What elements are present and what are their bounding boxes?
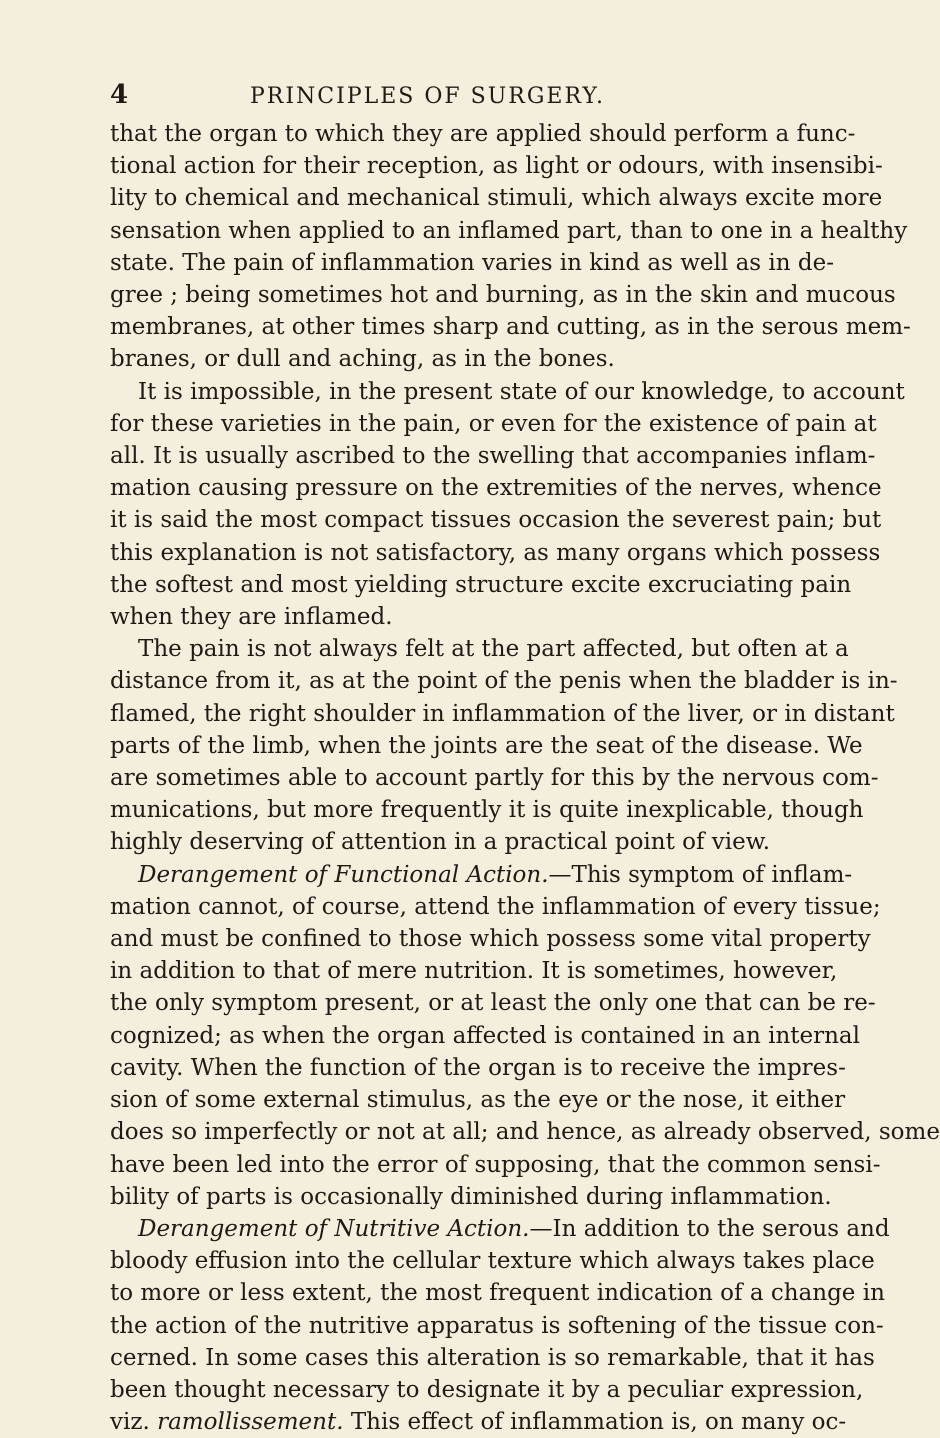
line-text: cavity. When the function of the organ is to receive the impres- — [110, 1054, 846, 1081]
text-line — [110, 1116, 940, 1148]
text-line — [110, 698, 895, 730]
text-line — [110, 762, 879, 794]
line-text: The pain is not always felt at the part affected, but often at a — [138, 636, 849, 663]
line-text: are sometimes able to account partly for this by the nervous com- — [110, 765, 879, 792]
text-line — [110, 1245, 875, 1277]
line-text: have been led into the error of supposing, that the common sensi- — [110, 1151, 881, 1178]
text-line — [110, 923, 871, 955]
text-line — [110, 247, 834, 279]
text-line — [110, 955, 838, 987]
text-line — [110, 376, 905, 408]
text-line — [110, 665, 898, 697]
text-line — [110, 1342, 875, 1374]
line-text: to more or less extent, the most frequent indication of a change in — [110, 1280, 885, 1307]
text-line — [110, 279, 896, 311]
text-line — [110, 730, 863, 762]
line-text: distance from it, as at the point of the penis when the bladder is in- — [110, 668, 898, 695]
text-line — [110, 472, 882, 504]
line-text: This effect of inflammation is, on many oc- — [343, 1409, 847, 1436]
section-heading: Derangement of Nutritive Action. — [138, 1215, 530, 1242]
line-text: been thought necessary to designate it by a peculiar expression, — [110, 1376, 864, 1403]
text-line — [110, 891, 881, 923]
line-text: all. It is usually ascribed to the swelling that accompanies inflam- — [110, 443, 876, 470]
text-line — [110, 1052, 846, 1084]
text-line — [110, 343, 725, 375]
running-head: PRINCIPLES OF SURGERY. — [250, 84, 606, 109]
text-line — [110, 633, 849, 665]
text-line — [110, 569, 852, 601]
line-text: bloody effusion into the cellular texture which always takes place — [110, 1248, 875, 1275]
text-line — [110, 1213, 890, 1245]
line-text: —This symptom of inflam- — [548, 861, 853, 888]
line-text: lity to chemical and mechanical stimuli, which always excite more — [110, 185, 883, 212]
line-text: mation causing pressure on the extremities of the nerves, whence — [110, 475, 882, 502]
text-line — [110, 1181, 832, 1213]
line-text: in addition to that of mere nutrition. It is sometimes, however, — [110, 958, 838, 985]
line-text: parts of the limb, when the joints are the seat of the disease. We — [110, 732, 863, 759]
line-text: cognized; as when the organ affected is contained in an internal — [110, 1022, 861, 1049]
page-number: 4 — [110, 80, 129, 110]
body-text — [110, 118, 940, 1438]
text-line — [110, 537, 881, 569]
text-line — [110, 826, 771, 858]
text-line — [110, 408, 877, 440]
text-line — [110, 118, 856, 150]
line-text: highly deserving of attention in a practical point of view. — [110, 829, 771, 856]
line-text: does so imperfectly or not at all; and hence, as already observed, some — [110, 1119, 940, 1146]
line-text: It is impossible, in the present state of our knowledge, to account — [138, 378, 905, 405]
line-text: sensation when applied to an inflamed part, than to one in a healthy — [110, 217, 908, 244]
line-text: munications, but more frequently it is quite inexplicable, though — [110, 797, 864, 824]
text-line — [110, 440, 876, 472]
line-text: it is said the most compact tissues occasion the severest pain; but — [110, 507, 882, 534]
line-text: state. The pain of inflammation varies in kind as well as in de- — [110, 249, 834, 276]
line-text: sion of some external stimulus, as the eye or the nose, it either — [110, 1087, 846, 1114]
line-text: —In addition to the serous and — [529, 1215, 890, 1242]
line-text: for these varieties in the pain, or even for the existence of pain at — [110, 410, 877, 437]
text-line — [110, 215, 908, 247]
line-text: gree ; being sometimes hot and burning, as in the skin and mucous — [110, 282, 896, 309]
text-line — [110, 1149, 881, 1181]
text-line — [110, 987, 876, 1019]
line-text: flamed, the right shoulder in inflammation of the liver, or in distant — [110, 700, 895, 727]
text-line — [110, 1020, 861, 1052]
line-text: cerned. In some cases this alteration is so remarkable, that it has — [110, 1344, 875, 1371]
page-header — [110, 80, 720, 114]
line-text: and must be confined to those which possess some vital property — [110, 926, 871, 953]
text-line — [110, 1277, 885, 1309]
text-line — [110, 794, 864, 826]
line-text: the only symptom present, or at least the only one that can be re- — [110, 990, 876, 1017]
italic-term: ramollissement. — [157, 1409, 344, 1436]
text-line — [110, 859, 853, 891]
line-text: the action of the nutritive apparatus is softening of the tissue con- — [110, 1312, 884, 1339]
section-heading: Derangement of Functional Action. — [138, 861, 549, 888]
line-text: viz. — [110, 1409, 158, 1436]
text-line — [110, 504, 882, 536]
line-text: when they are inflamed. — [110, 604, 393, 631]
text-line — [110, 1406, 847, 1438]
text-line — [110, 311, 911, 343]
text-line — [110, 1374, 864, 1406]
line-text: bility of parts is occasionally diminished during inflammation. — [110, 1183, 832, 1210]
line-text: that the organ to which they are applied should perform a func- — [110, 121, 856, 147]
line-text: branes, or dull and aching, as in the bones. — [110, 346, 615, 373]
line-text: mation cannot, of course, attend the inflammation of every tissue; — [110, 893, 881, 920]
text-line — [110, 1084, 846, 1116]
text-line — [110, 601, 725, 633]
text-line — [110, 182, 883, 214]
text-line — [110, 150, 883, 182]
line-text: tional action for their reception, as light or odours, with insensibi- — [110, 153, 883, 180]
line-text: the softest and most yielding structure excite excruciating pain — [110, 571, 852, 598]
line-text: membranes, at other times sharp and cutting, as in the serous mem- — [110, 314, 911, 341]
text-line — [110, 1310, 884, 1342]
line-text: this explanation is not satisfactory, as many organs which possess — [110, 539, 881, 566]
